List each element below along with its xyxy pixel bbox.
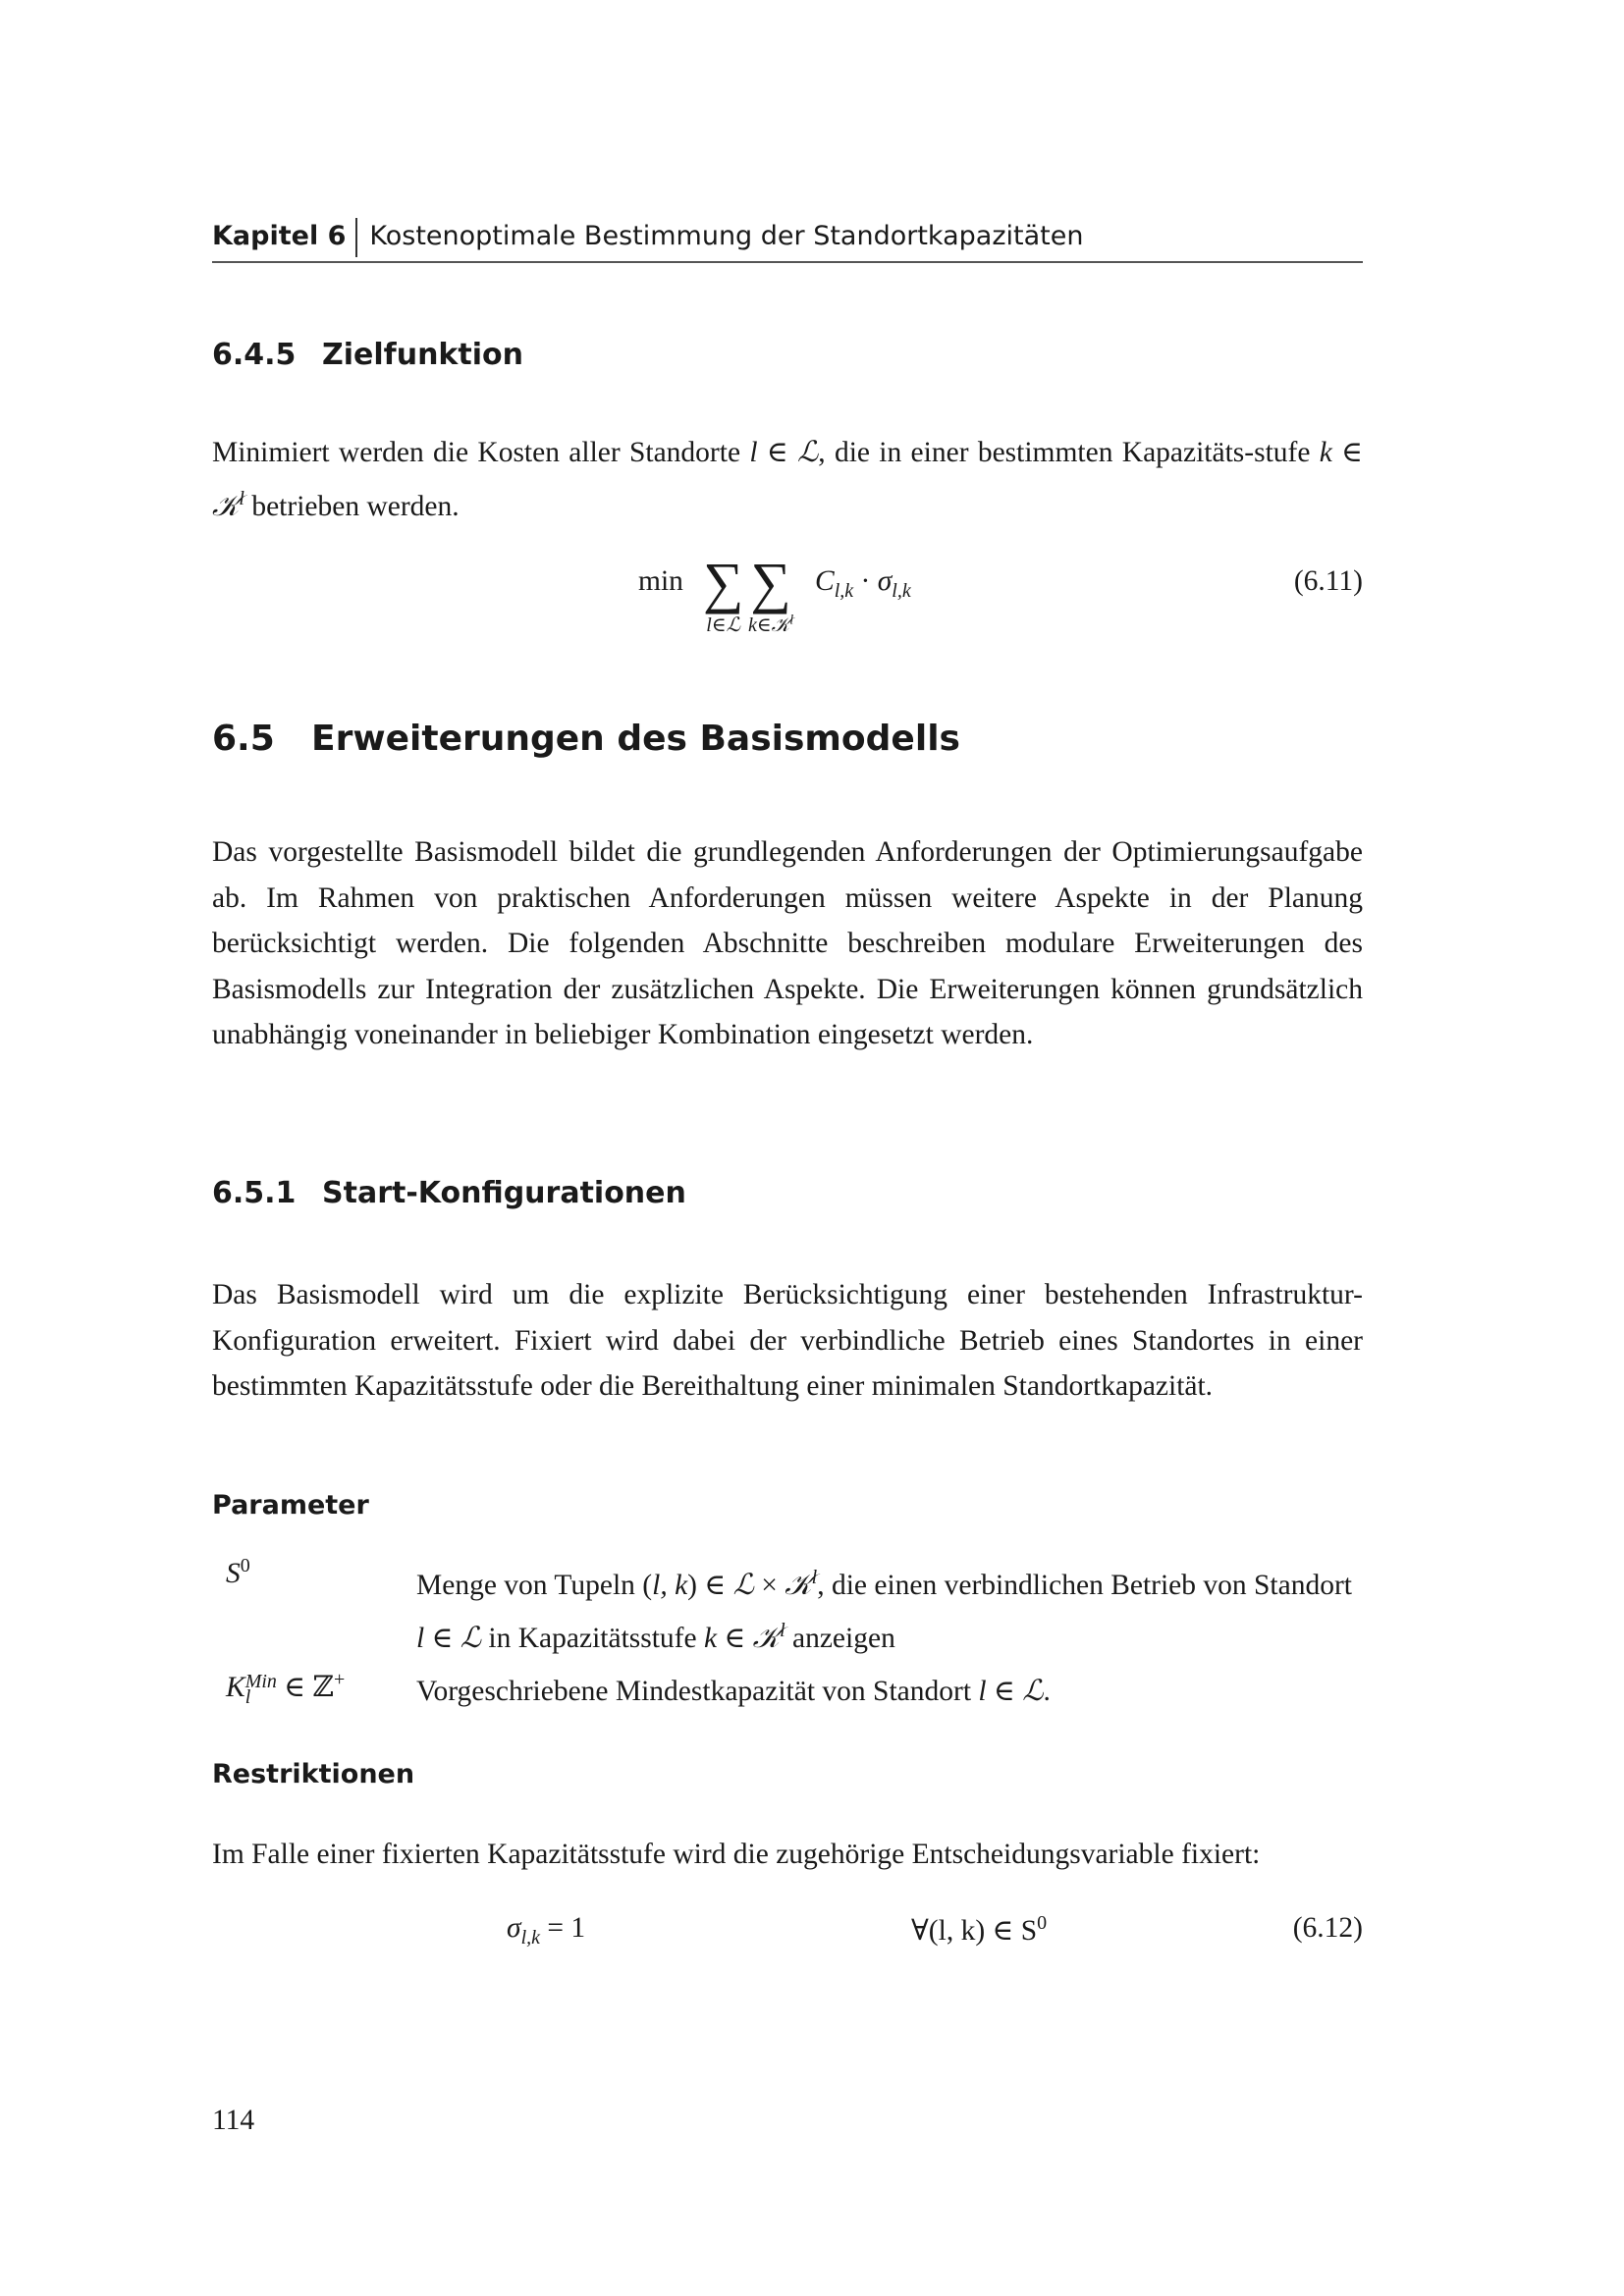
section-number: 6.5.1 <box>212 1176 297 1210</box>
section-heading-6-5-1 <box>212 1176 686 1210</box>
sum-over-capacity-levels: ∑ k∈𝒦$^l$ <box>748 551 794 636</box>
document-page <box>212 0 1363 2296</box>
section-title: Start-Konfigurationen <box>322 1176 686 1210</box>
paragraph-zielfunktion: Minimiert werden die Kosten aller Standorte l ∈ ℒ, die in einer bestimmten Kapazitäts-stufe k ∈ 𝒦$^l$ betrieben werden. <box>212 437 1364 522</box>
sum-over-locations: ∑ l∈ℒ <box>703 551 744 636</box>
paragraph-restrictions: Im Falle einer fixierten Kapazitätsstufe wird die zugehörige Entscheidungsvariable fixiert: <box>212 1839 1261 1870</box>
restrictions-heading: Restriktionen <box>212 1759 415 1789</box>
equation-number-6-11: (6.11) <box>1293 565 1363 597</box>
equation-lhs: $\sigma_{l,k} = 1$ <box>507 1912 586 1949</box>
running-header <box>212 218 1363 263</box>
chapter-label: Kapitel 6 <box>212 218 357 257</box>
parameter-description: Vorgeschriebene Mindestkapazität von Standort l ∈ ℒ. <box>416 1676 1051 1707</box>
objective-term: $C_{l,k} \cdot \sigma_{l,k}$ <box>815 565 911 602</box>
chapter-title: Kostenoptimale Bestimmung der Standortkapazitäten <box>369 221 1084 251</box>
section-title: Zielfunktion <box>322 338 523 372</box>
equation-rhs: ∀(l, k) ∈ $S^0$ <box>911 1912 1048 1947</box>
min-operator: min <box>638 565 683 597</box>
section-title: Erweiterungen des Basismodells <box>311 719 960 759</box>
parameter-symbol: K Min l ∈ ℤ+ <box>226 1669 346 1709</box>
section-number: 6.5 <box>212 719 275 759</box>
paragraph-start-konfigurationen: Das Basismodell wird um die explizite Berücksichtigung einer bestehenden Infrastruktur-Konfiguration erweitert. Fixiert wird dabei der verbindliche Betrieb eines Standortes in einer bestimmten Kapazitätsstufe oder die Bereithaltung einer minimalen Standortkapazität. <box>212 1279 1363 1402</box>
parameter-heading: Parameter <box>212 1490 369 1521</box>
section-number: 6.4.5 <box>212 338 297 372</box>
equation-number-6-12: (6.12) <box>1292 1912 1363 1944</box>
parameter-description: Menge von Tupeln (l, k) ∈ ℒ × 𝒦$^l$, die einen verbindlichen Betrieb von Standort l ∈ ℒ in Kapazitätsstufe k ∈ 𝒦$^l$ anzeigen <box>416 1567 1352 1655</box>
section-heading-6-5 <box>212 719 960 759</box>
paragraph-erweiterungen: Das vorgestellte Basismodell bildet die grundlegenden Anforderungen der Optimierungsaufgabe ab. Im Rahmen von praktischen Anforderungen müssen weitere Aspekte in der Planung berücksichtigt werden. Die folgenden Abschnitte beschreiben modulare Erweiterungen des Basismodells zur Integration der zusätzlichen Aspekte. Die Erweiterungen können grundsätzlich unabhängig voneinander in beliebiger Kombination eingesetzt werden. <box>212 836 1363 1050</box>
page-number: 114 <box>212 2105 255 2136</box>
parameter-symbol: $S^0$ <box>226 1555 250 1589</box>
section-heading-6-4-5 <box>212 338 523 372</box>
